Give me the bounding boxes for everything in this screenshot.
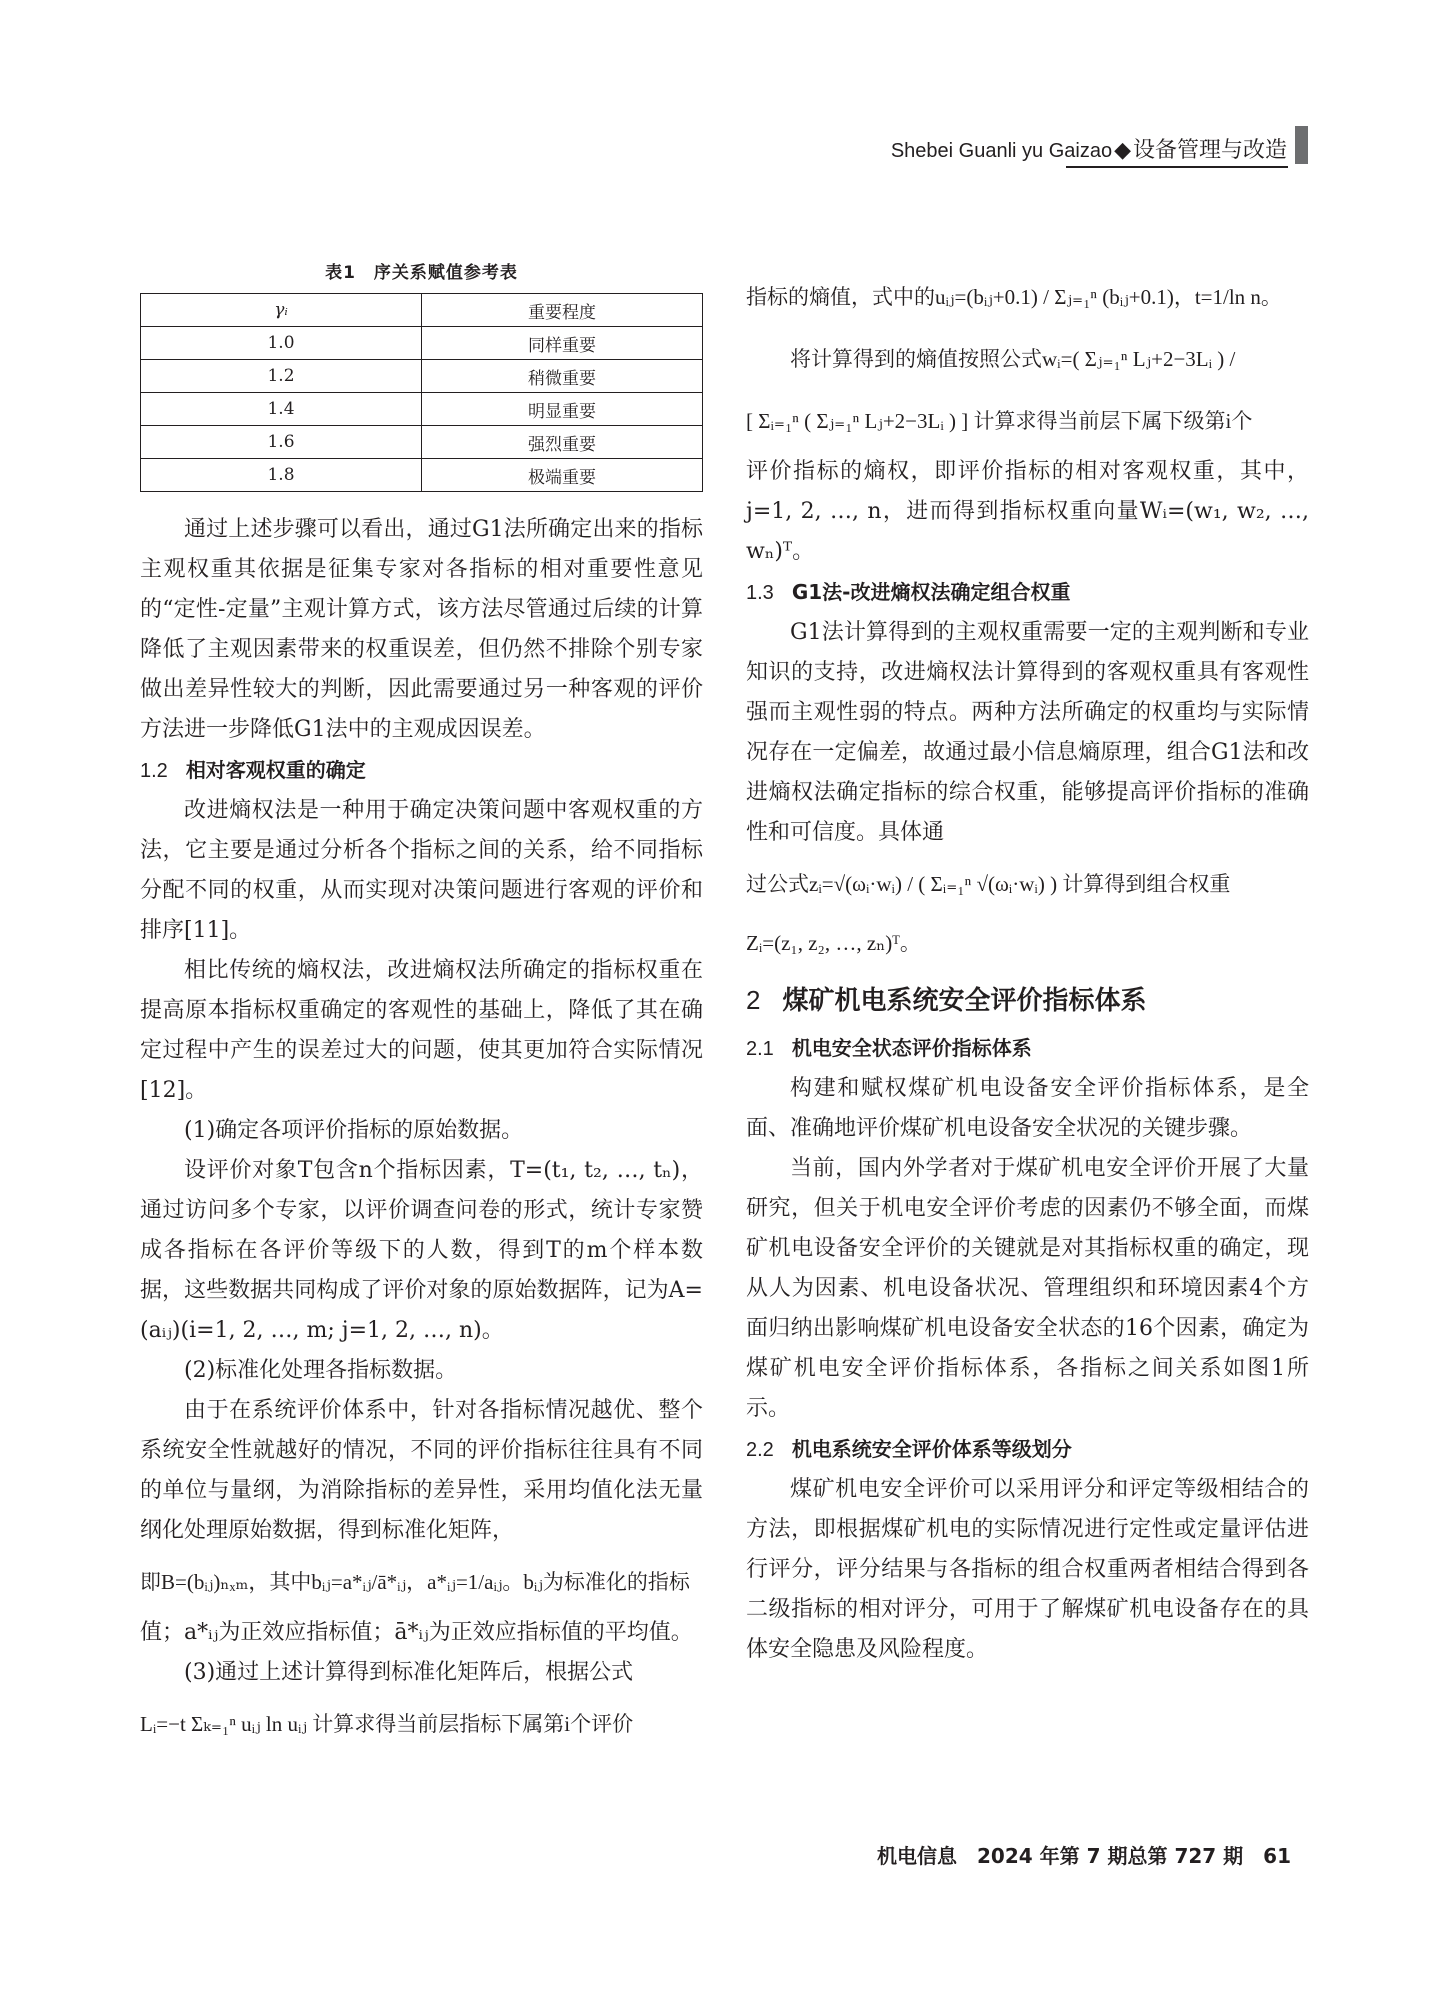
paragraph: G1法计算得到的主观权重需要一定的主观判断和专业知识的支持，改进熵权法计算得到的客观权重具有客观性强而主观性弱的特点。两种方法所确定的权重均与实际情况存在一定偏差，故通过最小信息熵原理，组合G1法和改进熵权法确定指标的综合权重，能够提高评价指标的准确性和可信度。具体通 [746, 620, 1309, 845]
table-row [141, 360, 703, 393]
section-title: G1法-改进熵权法确定组合权重 [791, 580, 1071, 604]
header-bar-mark [1295, 126, 1308, 164]
paragraph: 通过上述步骤可以看出，通过G1法所确定出来的指标主观权重其依据是征集专家对各指标的相对重要性意见的“定性-定量”主观计算方式，该方法尽管通过后续的计算降低了主观因素带来的权重误差，但仍然不排除个别专家做出差异性较大的判断，因此需要通过另一种客观的评价方法进一步降低G1法中的主观成因误差。 [140, 517, 703, 742]
paragraph: (2)标准化处理各指标数据。 [184, 1358, 458, 1383]
formula-weight-denominator: [ Σᵢ₌₁ⁿ ( Σⱼ₌₁ⁿ Lⱼ+2−3Lᵢ ) ] 计算求得当前层下属下级第i个 [746, 409, 1253, 433]
section-heading-2 [746, 977, 1309, 1024]
paragraph: 当前，国内外学者对于煤矿机电安全评价开展了大量研究，但关于机电安全评价考虑的因素仍不够全面，而煤矿机电设备安全评价的关键就是对其指标权重的确定，现从人为因素、机电设备状况、管理组织和环境因素4个方面归纳出影响煤矿机电设备安全状态的16个因素，确定为煤矿机电安全评价指标体系，各指标之间关系如图1所示。 [746, 1156, 1309, 1421]
running-header [891, 124, 1308, 164]
paragraph: 相比传统的熵权法，改进熵权法所确定的指标权重在提高原本指标权重确定的客观性的基础上，降低了其在确定过程中产生的误差过大的问题，使其更加符合实际情况[12]。 [140, 958, 703, 1103]
table-row [141, 459, 703, 492]
section-heading-1-2 [140, 750, 703, 791]
header-separator: ◆ [1114, 138, 1131, 163]
section-number: 2.1 [746, 1038, 774, 1060]
table-cell: 极端重要 [422, 459, 703, 492]
formula-combined-weight: 过公式zᵢ=√(ωᵢ·wᵢ) / ( Σᵢ₌₁ⁿ √(ωᵢ·wᵢ) ) 计算得到组合权重 [746, 872, 1231, 896]
left-column [140, 258, 703, 1755]
table-row [141, 426, 703, 459]
table-row [141, 393, 703, 426]
page-footer: 机电信息 2024 年第 7 期总第 727 期 61 [877, 1844, 1291, 1868]
paragraph: 煤矿机电安全评价可以采用评分和评定等级相结合的方法，即根据煤矿机电的实际情况进行定性或定量评估进行评分，评分结果与各指标的组合权重两者相结合得到各二级指标的相对评分，可用于了解煤矿机电设备存在的具体安全隐患及风险程度。 [746, 1477, 1309, 1662]
paragraph: 由于在系统评价体系中，针对各指标情况越优、整个系统安全性就越好的情况，不同的评价指标往往具有不同的单位与量纲，为消除指标的差异性，采用均值化法无量纲化处理原始数据，得到标准化矩阵， [140, 1398, 703, 1543]
formula-combined-vector: Zᵢ=(z₁, z₂, …, zₙ)ᵀ。 [746, 931, 921, 955]
section-heading-2-1 [746, 1028, 1309, 1069]
formula-standardization: 即B=(bᵢⱼ)ₙₓₘ，其中bᵢⱼ=a*ᵢⱼ/ā*ᵢⱼ，a*ᵢⱼ=1/aᵢⱼ。bᵢⱼ为标准化的指标 [140, 1570, 690, 1594]
formula-entropy: Lᵢ=−t Σₖ₌₁ⁿ uᵢⱼ ln uᵢⱼ 计算求得当前层指标下属第i个评价 [140, 1712, 634, 1736]
table-cell: 同样重要 [422, 327, 703, 360]
section-number: 1.2 [140, 760, 168, 782]
section-title: 机电安全状态评价指标体系 [791, 1036, 1032, 1060]
right-column [746, 266, 1309, 1670]
paragraph: 值；a*ᵢⱼ为正效应指标值；ā*ᵢⱼ为正效应指标值的平均值。 [140, 1620, 693, 1645]
formula-u-ij: 指标的熵值，式中的uᵢⱼ=(bᵢⱼ+0.1) / Σⱼ₌₁ⁿ (bᵢⱼ+0.1)，t=1/ln n。 [746, 285, 1282, 309]
paragraph: (1)确定各项评价指标的原始数据。 [184, 1118, 524, 1143]
table-cell: 1.0 [141, 327, 422, 360]
table-cell: 1.2 [141, 360, 422, 393]
section-title: 机电系统安全评价体系等级划分 [791, 1437, 1072, 1461]
paragraph: (3)通过上述计算得到标准化矩阵后，根据公式 [184, 1660, 634, 1685]
table-cell: 1.4 [141, 393, 422, 426]
paragraph: 设评价对象T包含n个指标因素，T=(t₁, t₂, …, tₙ)，通过访问多个专家，以评价调查问卷的形式，统计专家赞成各指标在各评价等级下的人数，得到T的m个样本数据，这些数据共同构成了评价对象的原始数据阵，记为A=(aᵢⱼ)(i=1, 2, …, m; j=1, 2, …, n)。 [140, 1158, 703, 1343]
table-header-row [141, 294, 703, 327]
table-cell: 稍微重要 [422, 360, 703, 393]
section-heading-1-3 [746, 572, 1309, 613]
header-underline [1066, 166, 1288, 168]
section-title: 煤矿机电系统安全评价指标体系 [782, 986, 1147, 1016]
reference-table [140, 293, 703, 492]
section-title: 相对客观权重的确定 [185, 758, 366, 782]
table-row [141, 327, 703, 360]
paragraph: 改进熵权法是一种用于确定决策问题中客观权重的方法，它主要是通过分析各个指标之间的关系，给不同指标分配不同的权重，从而实现对决策问题进行客观的评价和排序[11]。 [140, 798, 703, 943]
section-heading-2-2 [746, 1429, 1309, 1470]
table-caption: 表1 序关系赋值参考表 [325, 263, 518, 283]
paragraph: 构建和赋权煤矿机电设备安全评价指标体系，是全面、准确地评价煤矿机电设备安全状况的关键步骤。 [746, 1076, 1309, 1141]
section-number: 1.3 [746, 582, 774, 604]
formula-weight-numerator: 将计算得到的熵值按照公式wᵢ=( Σⱼ₌₁ⁿ Lⱼ+2−3Lᵢ ) / [790, 347, 1236, 371]
table-header-importance: 重要程度 [422, 294, 703, 327]
section-number: 2 [746, 985, 761, 1015]
journal-name-chinese: 设备管理与改造 [1132, 138, 1287, 163]
table-header-gamma: γᵢ [141, 294, 422, 327]
table-cell: 强烈重要 [422, 426, 703, 459]
table-cell: 1.8 [141, 459, 422, 492]
table-cell: 明显重要 [422, 393, 703, 426]
table-cell: 1.6 [141, 426, 422, 459]
section-number: 2.2 [746, 1439, 774, 1461]
paragraph: 评价指标的熵权，即评价指标的相对客观权重，其中，j=1, 2, …, n，进而得到指标权重向量Wᵢ=(w₁, w₂, …, wₙ)ᵀ。 [746, 459, 1309, 564]
journal-name-pinyin: Shebei Guanli yu Gaizao [890, 140, 1113, 162]
